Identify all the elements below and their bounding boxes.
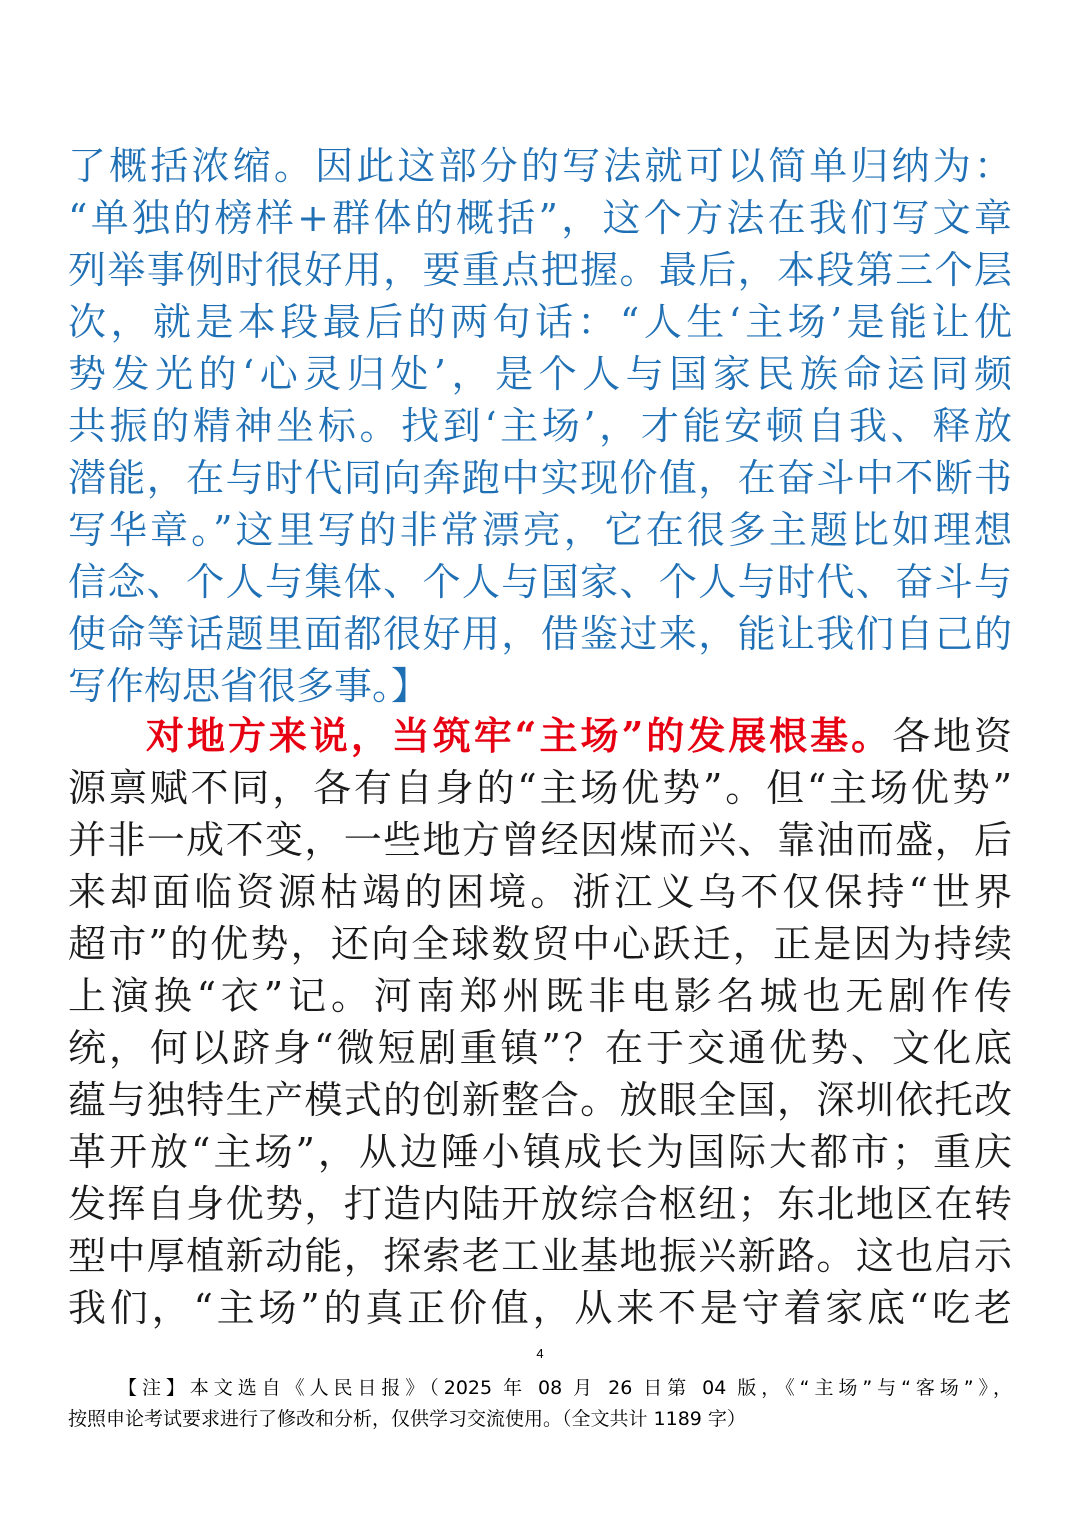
analysis-line: 次，就是本段最后的两句话：“人生‘主场’是能让优 bbox=[68, 300, 1012, 344]
analysis-line: “单独的榜样+群体的概括”，这个方法在我们写文章 bbox=[68, 196, 1012, 240]
analysis-line: 使命等话题里面都很好用，借鉴过来，能让我们自己的 bbox=[68, 612, 1012, 656]
body-text: 各地资 bbox=[892, 714, 1012, 758]
body-line: 我们，“主场”的真正价值，从来不是守着家底“吃老 bbox=[68, 1286, 1012, 1330]
analysis-line: 了概括浓缩。因此这部分的写法就可以简单归纳为： bbox=[68, 144, 1012, 188]
analysis-line: 势发光的‘心灵归处’，是个人与国家民族命运同频 bbox=[68, 352, 1012, 396]
body-line: 并非一成不变，一些地方曾经因煤而兴、靠油而盛，后 bbox=[68, 818, 1012, 862]
body-line: 来却面临资源枯竭的困境。浙江义乌不仅保持“世界 bbox=[68, 870, 1012, 914]
footer-note-line: 【注】本文选自《人民日报》（2025 年 08 月 26 日第 04 版，《“主场”与“客场”》， bbox=[118, 1377, 1012, 1399]
analysis-line: 潜能，在与时代同向奔跑中实现价值，在奋斗中不断书 bbox=[68, 456, 1012, 500]
page-number: 4 bbox=[536, 1346, 544, 1361]
body-line: 上演换“衣”记。河南郑州既非电影名城也无剧作传 bbox=[68, 974, 1012, 1018]
footer-note-line: 按照申论考试要求进行了修改和分析，仅供学习交流使用。（全文共计 1189 字） bbox=[68, 1408, 746, 1430]
analysis-line: 信念、个人与集体、个人与国家、个人与时代、奋斗与 bbox=[68, 560, 1012, 604]
analysis-line: 写华章。”这里写的非常漂亮，它在很多主题比如理想 bbox=[68, 508, 1012, 552]
body-line: 革开放“主场”，从边陲小镇成长为国际大都市；重庆 bbox=[68, 1130, 1012, 1174]
analysis-line: 共振的精神坐标。找到‘主场’，才能安顿自我、释放 bbox=[68, 404, 1012, 448]
analysis-line: 写作构思省很多事。】 bbox=[68, 664, 430, 708]
body-first-line bbox=[146, 710, 1012, 762]
topic-sentence: 对地方来说，当筑牢“主场”的发展根基。 bbox=[146, 713, 893, 758]
body-line: 统，何以跻身“微短剧重镇”？在于交通优势、文化底 bbox=[68, 1026, 1012, 1070]
body-line: 超市”的优势，还向全球数贸中心跃迁，正是因为持续 bbox=[68, 922, 1012, 966]
body-line: 源禀赋不同，各有自身的“主场优势”。但“主场优势” bbox=[68, 766, 1012, 810]
body-line: 型中厚植新动能，探索老工业基地振兴新路。这也启示 bbox=[68, 1234, 1012, 1278]
body-line: 发挥自身优势，打造内陆开放综合枢纽；东北地区在转 bbox=[68, 1182, 1012, 1226]
analysis-line: 列举事例时很好用，要重点把握。最后，本段第三个层 bbox=[68, 248, 1012, 292]
body-line: 蕴与独特生产模式的创新整合。放眼全国，深圳依托改 bbox=[68, 1078, 1012, 1122]
